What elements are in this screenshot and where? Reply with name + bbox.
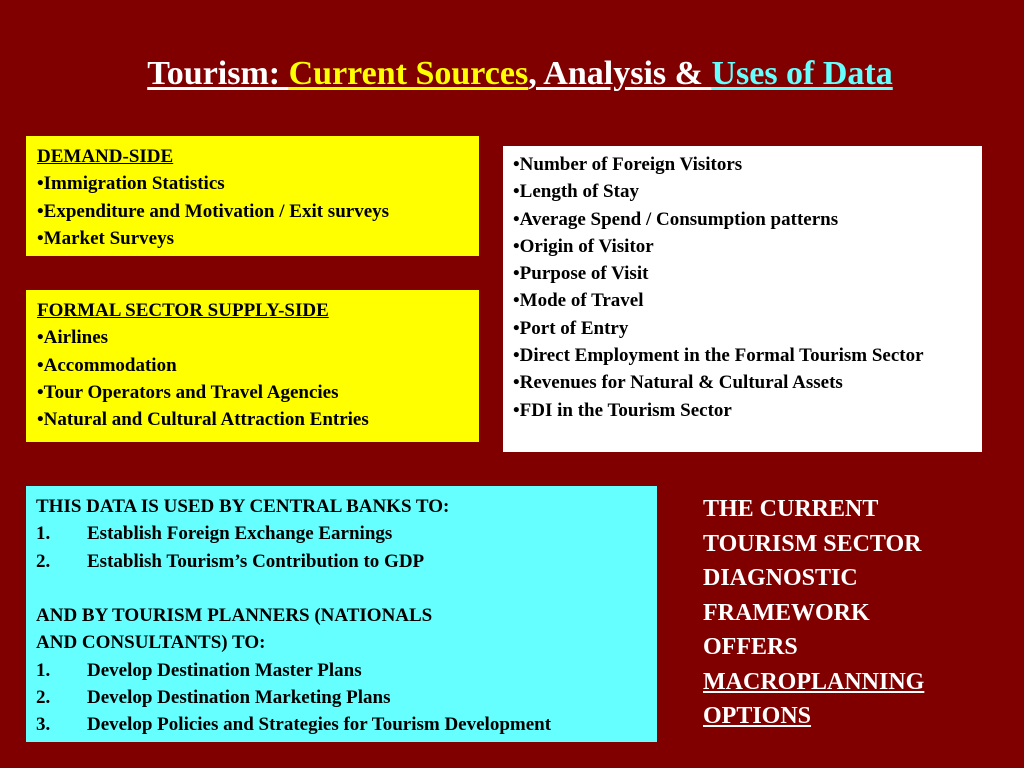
supply-side-box bbox=[26, 290, 479, 442]
planners-heading-line2: AND CONSULTANTS) TO: bbox=[36, 632, 266, 654]
demand-item: •Market Surveys bbox=[37, 227, 174, 249]
framework-note-line: OFFERS bbox=[703, 634, 798, 660]
list-number: 2. bbox=[36, 687, 51, 709]
framework-note-line: TOURISM SECTOR bbox=[703, 530, 922, 557]
list-text: Establish Foreign Exchange Earnings bbox=[87, 523, 393, 545]
list-number: 2. bbox=[36, 550, 51, 572]
indicators-box bbox=[503, 146, 982, 452]
title-part-uses-of-data: Uses of Data bbox=[711, 55, 893, 92]
supply-item: •Tour Operators and Travel Agencies bbox=[37, 381, 339, 403]
supply-item: •Natural and Cultural Attraction Entries bbox=[37, 409, 369, 431]
demand-item: •Expenditure and Motivation / Exit surveys bbox=[37, 200, 390, 222]
list-number: 1. bbox=[36, 523, 51, 545]
title-part-analysis: , Analysis & bbox=[528, 55, 712, 92]
framework-note-line: FRAMEWORK bbox=[703, 599, 870, 626]
list-text: Develop Destination Marketing Plans bbox=[87, 687, 391, 709]
indicator-item: •Mode of Travel bbox=[513, 290, 644, 312]
demand-item: •Immigration Statistics bbox=[37, 173, 225, 195]
framework-note-emphasis: OPTIONS bbox=[703, 703, 812, 729]
planners-item bbox=[36, 657, 657, 684]
list-number: 1. bbox=[36, 659, 51, 681]
central-banks-item bbox=[36, 520, 657, 547]
indicator-item: •Direct Employment in the Formal Tourism Sector bbox=[513, 345, 924, 367]
indicator-item: •Port of Entry bbox=[513, 317, 629, 339]
supply-item: •Airlines bbox=[37, 327, 109, 349]
demand-side-box bbox=[26, 136, 479, 256]
supply-side-heading: FORMAL SECTOR SUPPLY-SIDE bbox=[37, 300, 329, 321]
list-number: 3. bbox=[36, 714, 51, 736]
demand-side-heading: DEMAND-SIDE bbox=[37, 146, 174, 167]
framework-note-line: DIAGNOSTIC bbox=[703, 565, 858, 591]
indicator-item: •Number of Foreign Visitors bbox=[513, 154, 743, 175]
supply-item: •Accommodation bbox=[37, 354, 177, 376]
list-text: Establish Tourism’s Contribution to GDP bbox=[87, 550, 425, 572]
indicator-item: •FDI in the Tourism Sector bbox=[513, 399, 732, 421]
slide-title bbox=[0, 52, 1024, 96]
planners-item bbox=[36, 711, 657, 738]
framework-note-emphasis: MACROPLANNING bbox=[703, 668, 925, 695]
indicator-item: •Length of Stay bbox=[513, 181, 639, 203]
indicator-item: •Purpose of Visit bbox=[513, 263, 649, 285]
list-text: Develop Policies and Strategies for Tourism Development bbox=[87, 714, 552, 736]
spacer bbox=[36, 575, 657, 602]
title-part-tourism: Tourism: bbox=[147, 55, 289, 92]
data-uses-box bbox=[26, 486, 657, 742]
central-banks-item bbox=[36, 548, 657, 575]
title-part-current-sources: Current Sources bbox=[288, 55, 529, 92]
indicator-item: •Average Spend / Consumption patterns bbox=[513, 208, 839, 230]
list-text: Develop Destination Master Plans bbox=[87, 659, 362, 681]
framework-note bbox=[703, 492, 1003, 734]
central-banks-heading: THIS DATA IS USED BY CENTRAL BANKS TO: bbox=[36, 496, 450, 517]
indicator-item: •Origin of Visitor bbox=[513, 235, 654, 257]
planners-item bbox=[36, 684, 657, 711]
framework-note-line: THE CURRENT bbox=[703, 496, 879, 522]
indicator-item: •Revenues for Natural & Cultural Assets bbox=[513, 372, 843, 394]
planners-heading-line1: AND BY TOURISM PLANNERS (NATIONALS bbox=[36, 605, 433, 627]
